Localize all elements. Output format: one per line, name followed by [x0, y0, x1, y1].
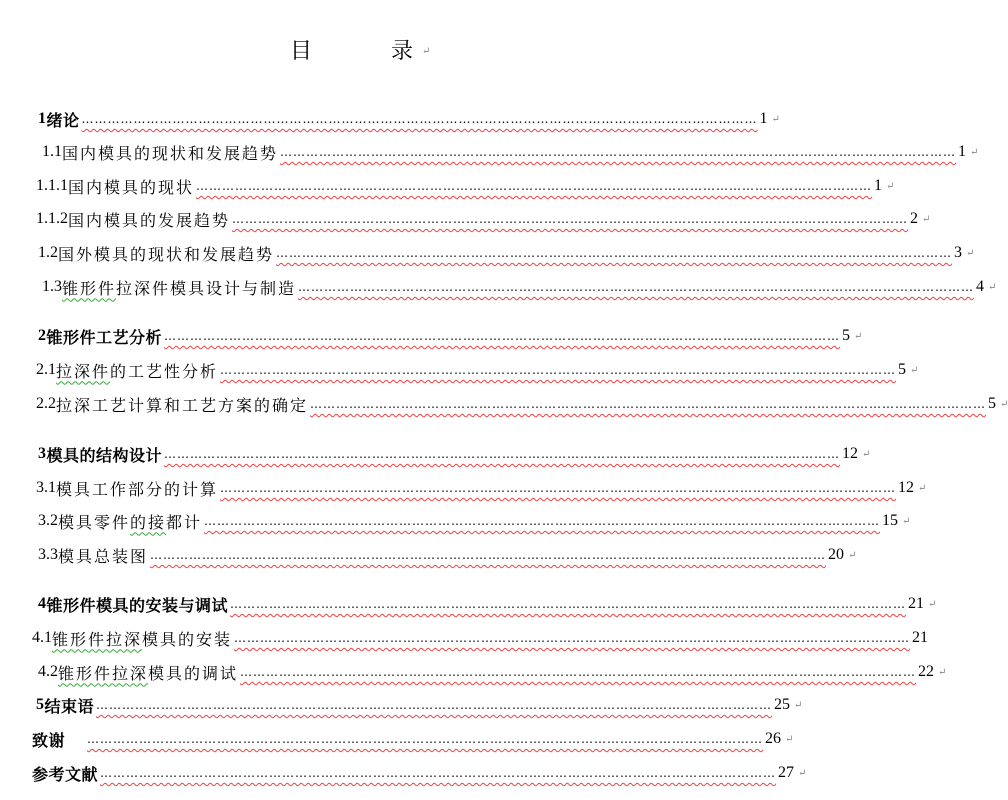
toc-entry-number: 2.2 — [36, 395, 56, 412]
dot-leader: ………………………………………………………………………………………………………………………………………… — [234, 631, 911, 645]
toc-entry-title: 拉深工艺计算和工艺方案的确定 — [56, 395, 309, 415]
toc-entry-title: 锥形件拉深模具的安装 — [52, 629, 233, 649]
paragraph-mark-icon: ↵ — [886, 180, 895, 192]
toc-entry[interactable] — [0, 207, 931, 231]
grammar-underline: 的接 — [130, 512, 167, 532]
paragraph-mark-icon: ↵ — [862, 448, 871, 460]
paragraph-mark-icon: ↵ — [970, 146, 979, 158]
toc-entry[interactable] — [0, 358, 919, 382]
paragraph-mark-icon: ↵ — [785, 733, 794, 745]
toc-entry-page: 1 — [958, 143, 967, 160]
dot-leader: ………………………………………………………………………………………………………………………………………… — [150, 548, 827, 562]
toc-entry-page: 25 — [774, 696, 791, 713]
toc-entry[interactable] — [0, 693, 801, 717]
dot-leader: ………………………………………………………………………………………………………………………………………… — [196, 179, 873, 193]
toc-entry-number: 3.3 — [38, 546, 58, 563]
toc-entry-title: 致谢 — [32, 730, 66, 750]
toc-entry[interactable] — [0, 509, 911, 533]
dot-leader: ………………………………………………………………………………………………………………………………………… — [220, 363, 897, 377]
title-part-2: 录 — [391, 39, 414, 64]
toc-entry-page: 2 — [910, 210, 919, 227]
grammar-underline: 锥形件拉深 — [58, 663, 149, 683]
dot-leader: ………………………………………………………………………………………………………………………………………… — [280, 145, 957, 159]
toc-entry[interactable] — [0, 140, 979, 164]
toc-entry-number: 4 — [38, 595, 47, 612]
toc-entry-number: 3 — [38, 445, 47, 462]
toc-entry-number: 1.1.1 — [36, 177, 68, 194]
toc-entry-title: 拉深件的工艺性分析 — [56, 361, 219, 381]
dot-leader: ………………………………………………………………………………………………………………………………………… — [164, 329, 841, 343]
paragraph-mark-icon: ↵ — [938, 666, 947, 678]
toc-entry-number: 3.2 — [38, 512, 58, 529]
toc-entry-title: 锥形件拉深模具的调试 — [58, 663, 239, 683]
toc-entry-number: 1 — [38, 110, 47, 127]
dot-leader: ………………………………………………………………………………………………………………………………………… — [220, 481, 897, 495]
grammar-underline: 锥形件拉深 — [52, 629, 143, 649]
paragraph-mark-icon: ↵ — [928, 598, 937, 610]
toc-entry[interactable] — [0, 476, 927, 500]
toc-entry-page: 26 — [765, 730, 782, 747]
toc-entry-title: 绪论 — [46, 110, 80, 130]
paragraph-mark-icon: ↵ — [902, 515, 911, 527]
toc-entry-title: 锥形件拉深件模具设计与制造 — [62, 278, 297, 298]
paragraph-mark-icon: ↵ — [1000, 398, 1008, 410]
toc-entry-page: 20 — [828, 546, 845, 563]
toc-entry-page: 27 — [778, 764, 795, 781]
toc-entry[interactable] — [0, 727, 801, 751]
toc-entry[interactable] — [0, 761, 807, 785]
toc-entry[interactable] — [0, 592, 937, 616]
toc-entry-title: 模具工作部分的计算 — [56, 479, 219, 499]
toc-entry-page: 21 — [908, 595, 925, 612]
toc-entry[interactable] — [0, 660, 947, 684]
dot-leader: ………………………………………………………………………………………………………………………………………… — [96, 698, 773, 712]
paragraph-mark-icon: ↵ — [988, 281, 997, 293]
paragraph-mark-icon: ↵ — [848, 549, 857, 561]
toc-entry-number: 1.2 — [38, 244, 58, 261]
grammar-underline: 锥形件 — [62, 278, 117, 298]
toc-entry-page: 12 — [898, 479, 915, 496]
paragraph-mark-icon: ↵ — [966, 247, 975, 259]
toc-entry-number: 1.1.2 — [36, 210, 68, 227]
toc-entry-title: 模具的结构设计 — [46, 445, 163, 465]
toc-entry-number: 3.1 — [36, 479, 56, 496]
toc-entry[interactable] — [0, 174, 895, 198]
toc-entry-title: 锥形件模具的安装与调试 — [46, 595, 229, 615]
toc-entry-page: 15 — [882, 512, 899, 529]
toc-entry-page: 21 — [912, 629, 929, 646]
toc-entry-page: 5 — [988, 395, 997, 412]
paragraph-mark-icon: ↵ — [794, 699, 803, 711]
paragraph-mark-icon: ↵ — [771, 113, 780, 125]
paragraph-mark-icon: ↵ — [422, 46, 431, 57]
toc-entry-number: 4.1 — [32, 629, 52, 646]
toc-entry-number: 1.1 — [42, 143, 62, 160]
paragraph-mark-icon: ↵ — [918, 482, 927, 494]
toc-entry[interactable] — [0, 275, 997, 299]
toc-entry-page: 3 — [954, 244, 963, 261]
paragraph-mark-icon: ↵ — [854, 330, 863, 342]
toc-entry-page: 1 — [759, 110, 768, 127]
toc-entry[interactable] — [0, 241, 975, 265]
toc-entry-number: 4.2 — [38, 663, 58, 680]
dot-leader: ………………………………………………………………………………………………………………………………………… — [204, 514, 881, 528]
grammar-underline: 拉深件 — [56, 361, 111, 381]
toc-entry[interactable] — [0, 442, 871, 466]
dot-leader: ………………………………………………………………………………………………………………………………………… — [100, 766, 777, 780]
toc-entry-number: 1.3 — [42, 278, 62, 295]
toc-entry[interactable] — [0, 626, 929, 650]
dot-leader: ………………………………………………………………………………………………………………………………………… — [230, 597, 907, 611]
dot-leader: ………………………………………………………………………………………………………………………………………… — [276, 246, 953, 260]
toc-entry-number: 2 — [38, 327, 47, 344]
toc-entry[interactable] — [0, 324, 863, 348]
toc-entry-title: 国内模具的现状和发展趋势 — [62, 143, 279, 163]
toc-entry-title: 锥形件工艺分析 — [46, 327, 163, 347]
dot-leader: ………………………………………………………………………………………………………………………………………… — [298, 280, 975, 294]
toc-entry-title: 模具零件的接都计 — [58, 512, 203, 532]
toc-entry-page: 1 — [874, 177, 883, 194]
toc-entry-number: 2.1 — [36, 361, 56, 378]
toc-entry-title: 国内模具的发展趋势 — [68, 210, 231, 230]
paragraph-mark-icon: ↵ — [910, 364, 919, 376]
paragraph-mark-icon: ↵ — [798, 767, 807, 779]
dot-leader: ………………………………………………………………………………………………………………………………………… — [232, 212, 909, 226]
toc-entry-title: 国内模具的现状 — [68, 177, 195, 197]
toc-entry-title: 模具总装图 — [58, 546, 149, 566]
dot-leader: ………………………………………………………………………………………………………………………………………… — [81, 112, 758, 126]
toc-entry[interactable] — [0, 543, 857, 567]
title-part-1: 目 — [290, 39, 313, 64]
toc-entry-number: 5 — [36, 696, 45, 713]
toc-entry-title: 参考文献 — [32, 764, 99, 784]
toc-entry-page: 22 — [918, 663, 935, 680]
toc-entry-page: 12 — [842, 445, 859, 462]
dot-leader: ………………………………………………………………………………………………………………………………………… — [164, 447, 841, 461]
toc-entry-page: 5 — [842, 327, 851, 344]
toc-entry-title: 国外模具的现状和发展趋势 — [58, 244, 275, 264]
dot-leader: ………………………………………………………………………………………………………………………………………… — [87, 732, 764, 746]
toc-entry-page: 5 — [898, 361, 907, 378]
toc-entry-title: 结束语 — [44, 696, 95, 716]
paragraph-mark-icon: ↵ — [922, 213, 931, 225]
dot-leader: ………………………………………………………………………………………………………………………………………… — [310, 397, 987, 411]
toc-entry[interactable] — [0, 392, 1008, 416]
dot-leader: ………………………………………………………………………………………………………………………………………… — [240, 665, 917, 679]
toc-entry-page: 4 — [976, 278, 985, 295]
toc-entry[interactable] — [0, 107, 801, 131]
